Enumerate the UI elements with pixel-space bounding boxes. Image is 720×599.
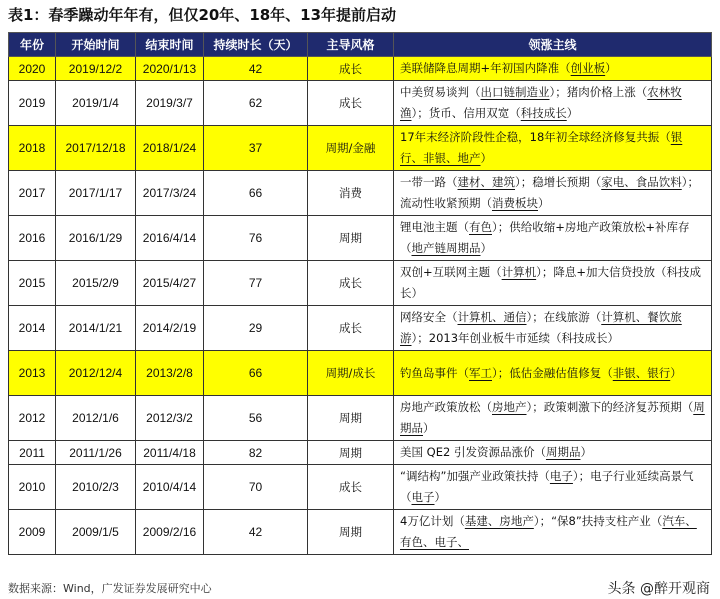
text-segment: 双创+互联网主题（ — [400, 265, 502, 279]
cell-days: 42 — [204, 510, 308, 555]
sector-highlight: 银行、非银、地产 — [400, 130, 683, 165]
watermark: 头条 @醉开观商 — [607, 581, 710, 597]
cell-main-line — [394, 351, 712, 396]
text-segment: ） — [566, 106, 579, 120]
cell-year: 2013 — [9, 351, 56, 396]
sector-highlight: 房地产 — [492, 400, 527, 414]
text-segment: ） — [480, 151, 492, 165]
sector-highlight: 军工 — [469, 365, 492, 380]
text-segment: “调结构”加强产业政策扶持（ — [400, 469, 550, 483]
cell-end: 2014/2/19 — [136, 306, 204, 351]
cell-days: 82 — [204, 441, 308, 465]
table-row — [9, 441, 712, 465]
cell-end: 2016/4/14 — [136, 216, 204, 261]
spring-rally-table — [8, 32, 712, 555]
cell-days: 77 — [204, 261, 308, 306]
text-segment: ）；流动性收紧预期（ — [400, 175, 699, 210]
cell-days: 42 — [204, 57, 308, 81]
sector-highlight: 建材、建筑 — [457, 175, 515, 189]
cell-start: 2019/1/4 — [56, 81, 136, 126]
text-segment: ）；“保8”扶持支柱产业（ — [533, 514, 663, 528]
text-segment: ） — [670, 365, 682, 380]
text-segment: ） — [434, 490, 446, 504]
sector-highlight: 创业板 — [570, 61, 606, 75]
cell-main-line — [394, 441, 712, 465]
cell-start: 2014/1/21 — [56, 306, 136, 351]
cell-end: 2009/2/16 — [136, 510, 204, 555]
cell-style: 周期/成长 — [308, 351, 394, 396]
cell-year: 2016 — [9, 216, 56, 261]
cell-start: 2019/12/2 — [56, 57, 136, 81]
text-segment: ） — [538, 196, 550, 210]
cell-year: 2014 — [9, 306, 56, 351]
table-row — [9, 81, 712, 126]
cell-days: 37 — [204, 126, 308, 171]
text-segment: ） — [423, 421, 435, 435]
text-segment: ）；供给收缩+房地产政策放松+补库存（ — [400, 220, 690, 255]
cell-start: 2017/1/17 — [56, 171, 136, 216]
cell-days: 56 — [204, 396, 308, 441]
sector-highlight: 基建、房地产 — [464, 514, 534, 528]
cell-style: 消费 — [308, 171, 394, 216]
cell-year: 2018 — [9, 126, 56, 171]
table-row — [9, 216, 712, 261]
text-segment: ）；稳增长预期（ — [515, 175, 602, 189]
text-segment: 美联储降息周期+年初国内降准（ — [400, 61, 571, 75]
cell-main-line — [394, 216, 712, 261]
table-row — [9, 57, 712, 81]
sector-highlight: 出口链制造业 — [480, 85, 550, 99]
cell-main-line — [394, 126, 712, 171]
sector-highlight: 农林牧渔 — [400, 85, 682, 120]
cell-style: 成长 — [308, 57, 394, 81]
text-segment: ）；2013年创业板牛市延续（科技成长） — [411, 331, 620, 345]
cell-style: 成长 — [308, 306, 394, 351]
text-segment: ）；货币、信用双宽（ — [411, 106, 521, 120]
cell-end: 2010/4/14 — [136, 465, 204, 510]
table-row — [9, 171, 712, 216]
cell-year: 2010 — [9, 465, 56, 510]
cell-style: 成长 — [308, 465, 394, 510]
table-row — [9, 510, 712, 555]
cell-year: 2019 — [9, 81, 56, 126]
sector-highlight: 地产链周期品 — [411, 241, 481, 255]
cell-end: 2015/4/27 — [136, 261, 204, 306]
header-year: 年份 — [9, 33, 56, 57]
header-style: 主导风格 — [308, 33, 394, 57]
cell-start: 2012/12/4 — [56, 351, 136, 396]
sector-highlight: 消费板块 — [492, 196, 538, 210]
text-segment: 美国 QE2 引发资源品涨价（ — [400, 445, 546, 459]
data-source: 数据来源：Wind，广发证券发展研究中心 — [8, 582, 212, 595]
text-segment: ）；政策刺激下的经济复苏预期（ — [526, 400, 694, 414]
cell-year: 2009 — [9, 510, 56, 555]
sector-highlight: 计算机、通信 — [457, 310, 527, 324]
cell-main-line — [394, 306, 712, 351]
cell-end: 2018/1/24 — [136, 126, 204, 171]
cell-start: 2016/1/29 — [56, 216, 136, 261]
text-segment: ） — [605, 61, 617, 75]
sector-highlight: 周期品 — [545, 445, 581, 459]
table-row — [9, 465, 712, 510]
table-row — [9, 126, 712, 171]
cell-end: 2013/2/8 — [136, 351, 204, 396]
sector-highlight: 电子 — [411, 490, 435, 504]
cell-start: 2017/12/18 — [56, 126, 136, 171]
cell-style: 周期 — [308, 216, 394, 261]
sector-highlight: 有色 — [469, 220, 492, 234]
cell-style: 周期/金融 — [308, 126, 394, 171]
text-segment: 锂电池主题（ — [400, 220, 469, 234]
sector-highlight: 计算机、餐饮旅游 — [400, 310, 682, 345]
header-main-line: 领涨主线 — [394, 33, 712, 57]
cell-days: 70 — [204, 465, 308, 510]
sector-highlight: 家电、食品饮料 — [601, 175, 682, 189]
header-end: 结束时间 — [136, 33, 204, 57]
text-segment: ）；电子行业延续高景气（ — [400, 469, 694, 504]
cell-end: 2012/3/2 — [136, 396, 204, 441]
sector-highlight: 科技成长 — [520, 106, 567, 120]
cell-start: 2012/1/6 — [56, 396, 136, 441]
sector-highlight: 非银、银行 — [612, 365, 671, 380]
cell-end: 2011/4/18 — [136, 441, 204, 465]
text-segment: ）；猪肉价格上涨（ — [549, 85, 648, 99]
text-segment: ）；降息+加大信贷投放（科技成长） — [400, 265, 702, 300]
text-segment: 钓鱼岛事件（ — [400, 365, 469, 380]
text-segment: ）；在线旅游（ — [526, 310, 602, 324]
cell-year: 2012 — [9, 396, 56, 441]
table-row — [9, 396, 712, 441]
cell-start: 2009/1/5 — [56, 510, 136, 555]
table-row — [9, 306, 712, 351]
cell-start: 2015/2/9 — [56, 261, 136, 306]
table-title: 表1：春季躁动年年有，但仅20年、18年、13年提前启动 — [8, 6, 397, 24]
text-segment: ）；低估金融估值修复（ — [492, 365, 613, 380]
cell-days: 62 — [204, 81, 308, 126]
text-segment: 中美贸易谈判（ — [400, 85, 481, 99]
cell-style: 成长 — [308, 261, 394, 306]
cell-end: 2020/1/13 — [136, 57, 204, 81]
cell-year: 2015 — [9, 261, 56, 306]
cell-end: 2017/3/24 — [136, 171, 204, 216]
cell-main-line — [394, 465, 712, 510]
sector-highlight: 电子 — [549, 469, 573, 483]
text-segment: ） — [480, 241, 492, 255]
cell-main-line — [394, 396, 712, 441]
cell-main-line — [394, 510, 712, 555]
cell-days: 66 — [204, 171, 308, 216]
text-segment: 房地产政策放松（ — [400, 400, 492, 414]
cell-end: 2019/3/7 — [136, 81, 204, 126]
text-segment: 17年末经济阶段性企稳，18年初全球经济修复共振（ — [400, 130, 671, 144]
cell-main-line — [394, 261, 712, 306]
cell-year: 2017 — [9, 171, 56, 216]
cell-style: 成长 — [308, 81, 394, 126]
cell-style: 周期 — [308, 441, 394, 465]
cell-days: 29 — [204, 306, 308, 351]
table-row — [9, 351, 712, 396]
text-segment: 4万亿计划（ — [400, 514, 465, 528]
cell-style: 周期 — [308, 396, 394, 441]
cell-main-line — [394, 81, 712, 126]
sector-highlight: 周期品 — [400, 400, 705, 435]
cell-style: 周期 — [308, 510, 394, 555]
cell-year: 2011 — [9, 441, 56, 465]
text-segment: 网络安全（ — [400, 310, 458, 324]
table-row — [9, 261, 712, 306]
header-days: 持续时长（天） — [204, 33, 308, 57]
header-start: 开始时间 — [56, 33, 136, 57]
table-header-row — [9, 33, 712, 57]
cell-start: 2010/2/3 — [56, 465, 136, 510]
text-segment: 一带一路（ — [400, 175, 458, 189]
cell-year: 2020 — [9, 57, 56, 81]
cell-main-line — [394, 57, 712, 81]
sector-highlight: 汽车、有色、电子、 — [400, 514, 697, 549]
sector-highlight: 计算机 — [501, 265, 537, 279]
cell-main-line — [394, 171, 712, 216]
text-segment: ） — [580, 445, 592, 459]
cell-days: 76 — [204, 216, 308, 261]
cell-start: 2011/1/26 — [56, 441, 136, 465]
cell-days: 66 — [204, 351, 308, 396]
